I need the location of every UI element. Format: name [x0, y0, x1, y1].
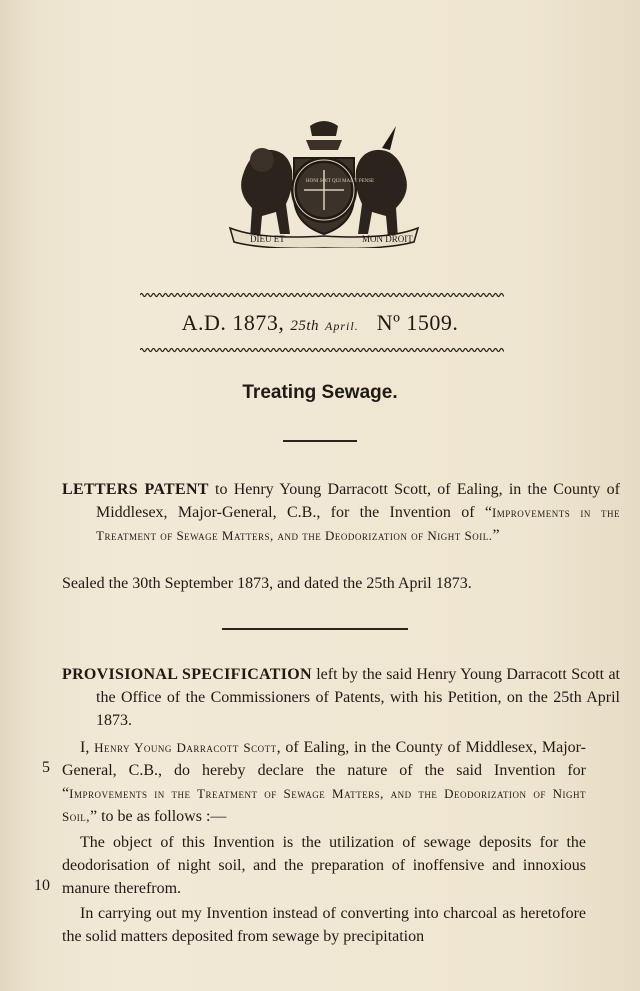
- letters-patent-lead: LETTERS PATENT: [62, 481, 209, 498]
- document-title: Treating Sewage.: [242, 382, 398, 403]
- patent-heading: [0, 310, 640, 336]
- sealed-line: Sealed the 30th September 1873, and dated the 25th April 1873.: [62, 575, 472, 592]
- object-paragraph: The object of this Invention is the utilization of sewage deposits for the deodorisation of night soil, and the preparation of inoffensive and innoxious manure therefrom.: [62, 834, 586, 897]
- declaration-name: Henry Young Darracott Scott: [94, 740, 277, 755]
- declaration-paragraph: [62, 736, 586, 828]
- patent-year: A.D. 1873,: [181, 310, 285, 335]
- patent-number: Nº 1509.: [376, 310, 459, 335]
- declaration-text-a: I,: [80, 739, 95, 756]
- ornamental-rule-bottom: [140, 346, 504, 354]
- letters-patent-invention: Improvements in the Treatment of Sewage Matters, and the Deodorization of Night Soil.: [96, 505, 620, 543]
- provisional-lead: PROVISIONAL SPECIFICATION: [62, 666, 312, 683]
- declaration-text-c: ” to be as follows :—: [89, 808, 227, 825]
- letters-patent-text-b: ”: [492, 527, 500, 544]
- carrying-paragraph: In carrying out my Invention instead of converting into charcoal as heretofore the solid matters deposited from sewage by precipitation: [62, 905, 586, 945]
- patent-month: April.: [325, 319, 359, 333]
- declaration-text-b: , of Ealing, in the County of Middlesex, Major-General, C.B., do hereby declare the nature of the said Invention for “: [62, 739, 587, 802]
- line-number-5: 5: [42, 759, 50, 776]
- divider-short: [283, 440, 357, 442]
- provisional-text: left by the said Henry Young Darracott Scott at the Office of the Commissioners of Patents, with his Petition, on the 25th April 1873.: [96, 666, 621, 729]
- provisional-paragraph: [62, 663, 620, 732]
- divider-long: [222, 628, 408, 630]
- royal-coat-of-arms-icon: [222, 118, 426, 248]
- declaration-invention: Improvements in the Treatment of Sewage Matters, and the Deodorization of Night Soil,: [62, 786, 586, 824]
- crest-motto-right: MON DROIT: [362, 234, 413, 244]
- letters-patent-text-a: to Henry Young Darracott Scott, of Ealing, in the County of Middlesex, Major-General, C.B., for the Invention of “: [96, 481, 620, 521]
- line-number-10: 10: [34, 877, 50, 894]
- ornamental-rule-top: [140, 291, 504, 299]
- patent-day: 25th: [290, 318, 320, 334]
- crest-garter-text: HONI SOIT QUI MAL Y PENSE: [306, 179, 375, 184]
- crest-motto-left: DIEU ET: [250, 234, 285, 244]
- letters-patent-paragraph: [62, 478, 620, 547]
